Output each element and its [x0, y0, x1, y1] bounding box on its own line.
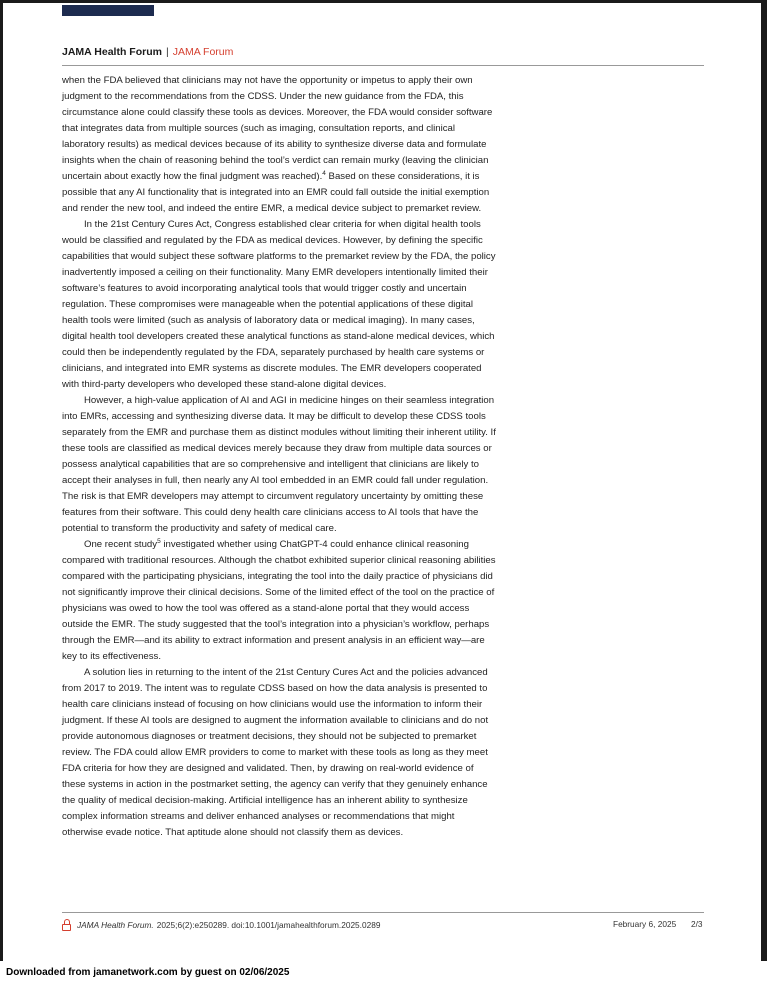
download-note: Downloaded from jamanetwork.com by guest on 02/06/2025 — [6, 967, 290, 978]
body-paragraph — [62, 393, 498, 537]
body-paragraph — [62, 665, 498, 841]
reference-superscript[interactable]: 4 — [322, 170, 326, 177]
journal-name: JAMA Health Forum — [62, 46, 162, 58]
header-divider — [62, 65, 704, 66]
journal-color-bar — [62, 5, 154, 16]
page-number: 2/3 — [691, 919, 703, 929]
paragraph-text: investigated whether using ChatGPT-4 could enhance clinical reasoning compared with traditional resources. Although the chatbot exhibited superior clinical reasoning abilities compared with the participating physicians, integrating the tool into the daily practice of physicians did not significantly improve their clinical decisions. Some of the limited effect of the tool on the practice of physicians was owed to how the tool was offered as a stand-alone portal that they would access outside the EMR. The study suggested that the tool’s integration into a physician’s workflow, perhaps through the EMR—and its ability to extract information and present analysis in an efficient way—are key to its effectiveness. — [62, 539, 496, 662]
paragraph-text: Based on these considerations, it is possible that any AI functionality that is integrated into an EMR could fall outside the initial exemption and render the new tool, and indeed the entire EMR, a medical device subject to premarket review. — [62, 171, 490, 214]
document-page — [3, 3, 761, 961]
footer-citation — [62, 919, 380, 930]
article-body — [62, 73, 498, 841]
body-paragraph — [62, 217, 498, 393]
body-paragraph — [62, 537, 498, 665]
reference-superscript[interactable]: 5 — [157, 538, 161, 545]
open-lock-icon — [62, 919, 71, 930]
paragraph-text: when the FDA believed that clinicians may not have the opportunity or impetus to apply their own judgment to the recommendations from the CDSS. Under the new guidance from the FDA, this circumstance alone could classify these tools as devices. Moreover, the FDA would consider software that integrates data from multiple sources (such as imaging, consultation reports, and clinical laboratory results) as medical devices because of its ability to synthesize diverse data and formulate insights when the chain of reasoning behind the tool’s verdict can remain murky (leaving the clinician uncertain about exactly how the final judgment was reached). — [62, 75, 493, 182]
paragraph-text: A solution lies in returning to the intent of the 21st Century Cures Act and the policies advanced from 2017 to 2019. The intent was to regulate CDSS based on how the data analysis is presented to health care clinicians instead of focusing on how clinicians would use the information to inform their judgment. If these AI tools are designed to augment the information available to clinicians and do not provide autonomous diagnoses or treatment decisions, they should not be subjected to premarket review. The FDA could allow EMR providers to come to market with these tools as long as they meet FDA criteria for how they are designed and validated. Then, by drawing on real-world evidence of these systems in action in the postmarket setting, the agency can verify that they genuinely enhance the quality of medical decision-making. Artificial intelligence has an inherent ability to synthesize complex information streams and deliver enhanced analyses or recommendations that might otherwise evade notice. That aptitude alone should not classify them as devices. — [62, 667, 489, 838]
footer-divider — [62, 912, 704, 913]
paragraph-text: One recent study — [84, 539, 158, 550]
paragraph-text: However, a high-value application of AI and AGI in medicine hinges on their seamless integration into EMRs, accessing and synthesizing diverse data. It may be difficult to develop these CDSS tools separately from the EMR and purchase them as distinct modules without limiting their inherent utility. If these tools are classified as medical devices merely because they draw from multiple data sources or possess analytical capabilities that are so comprehensive and intelligent that clinicians are likely to accept their analyses in full, then nearly any AI tool embedded in an EMR could fall under regulation. The risk is that EMR developers may attempt to circumvent regulatory uncertainty by omitting these features from their software. This could deny health care clinicians access to AI tools that have the potential to transform the productivity and safety of medical care. — [62, 395, 496, 534]
header-separator: | — [165, 46, 169, 58]
footer-citation-text: 2025;6(2):e250289. doi:10.1001/jamahealthforum.2025.0289 — [156, 919, 381, 930]
body-paragraph — [62, 73, 498, 217]
footer-date: February 6, 2025 — [613, 919, 677, 929]
footer-journal-name: JAMA Health Forum. — [77, 919, 154, 930]
section-name: JAMA Forum — [172, 46, 234, 58]
paragraph-text: In the 21st Century Cures Act, Congress established clear criteria for when digital health tools would be classified and regulated by the FDA as medical devices. However, by defining the specific capabilities that would subject these software platforms to the premarket review by the FDA, the policy inadvertently imposed a ceiling on their functionality. Many EMR developers intentionally limited their software’s features to avoid incorporating analytical tools that would trigger costly and uncertain regulation. These compromises were manageable when the potential applications of these digital health tools were limited (such as analysis of laboratory data or medical imaging). In many cases, digital health tool developers created these analytical functions as stand-alone medical devices, which could then be independently regulated by the FDA, separately purchased by health care systems or clinicians, and integrated into EMR systems as discrete modules. The EMR developers cooperated with third-party developers who developed these stand-alone digital devices. — [62, 219, 496, 390]
running-header — [62, 46, 233, 58]
